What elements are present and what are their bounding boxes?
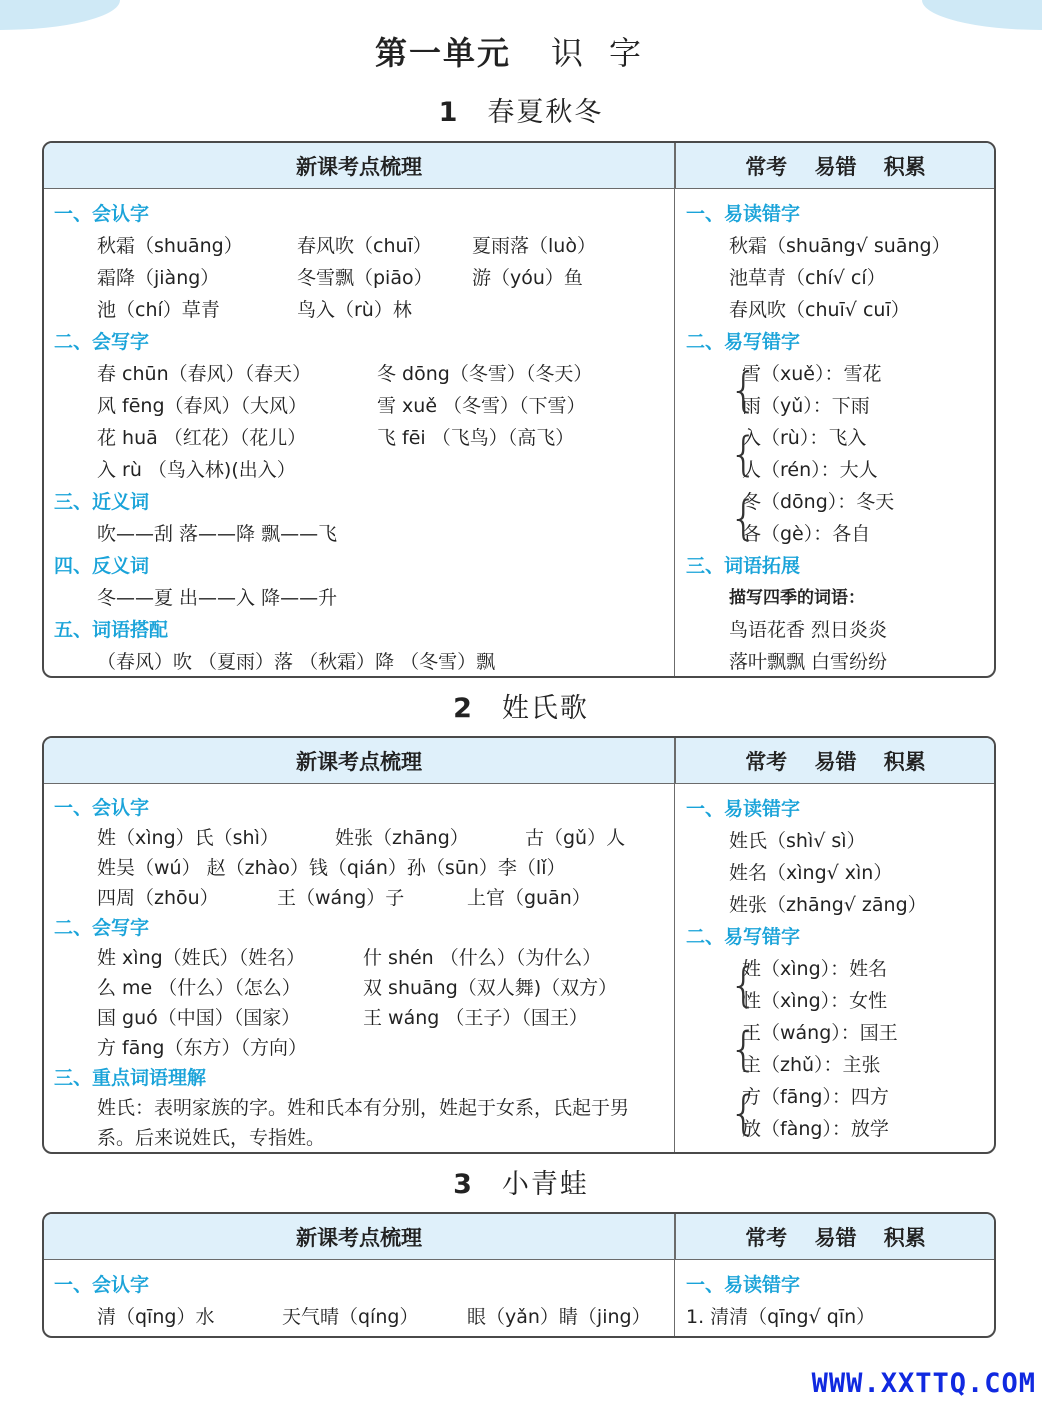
list-item: 四周（zhōu） 王（wáng）子 上官（guān） xyxy=(97,887,591,909)
unit-title-main: 第一单元 xyxy=(374,34,511,72)
column-divider xyxy=(674,738,675,1152)
list-item: 姓名（xìng√ xìn） xyxy=(729,862,893,884)
list-item: 1. 清清（qīng√ qīn） xyxy=(686,1306,876,1328)
char-pair: { 入（rù）：飞入 人（rén）：大人 xyxy=(729,427,878,481)
char-pair: { 雪（xuě）：雪花 雨（yǔ）：下雨 xyxy=(729,363,882,417)
lesson-2-left-column xyxy=(54,793,669,1153)
panel-header-right: 常考 易错 积累 xyxy=(675,738,995,784)
lesson-1-left-column xyxy=(54,198,669,678)
list-item: 霜降（jiàng） 冬雪飘（piāo） 游（yóu）鱼 xyxy=(97,267,583,289)
unit-title xyxy=(0,28,1042,74)
list-item: 姓张（zhāng√ zāng） xyxy=(729,894,927,916)
list-item: 么 me （什么）（怎么） 双 shuāng（双人舞)（双方） xyxy=(97,977,618,999)
brace-icon: { xyxy=(729,491,759,545)
brace-icon: { xyxy=(729,363,759,417)
list-item: 国 guó（中国）（国家） 王 wáng （王子）（国王） xyxy=(97,1007,588,1029)
lesson-3-left-column xyxy=(54,1269,669,1333)
section-heading: 一、会认字 xyxy=(54,797,150,819)
corner-decoration-right xyxy=(922,0,1042,30)
panel-header-right: 常考 易错 积累 xyxy=(675,143,995,189)
list-item: 落叶飘飘 白雪纷纷 xyxy=(729,651,888,673)
brace-icon: { xyxy=(729,427,759,481)
section-heading: 一、易读错字 xyxy=(686,798,801,820)
lesson-1-right-column xyxy=(686,198,986,678)
list-item: 吹——刮 落——降 飘——飞 xyxy=(97,523,338,545)
list-item: 鸟语花香 烈日炎炎 xyxy=(729,619,888,641)
list-item: 秋霜（shuāng） 春风吹（chuī） 夏雨落（luò） xyxy=(97,235,596,257)
list-item: 入 rù （鸟入林)(出入） xyxy=(97,459,296,481)
list-item: 花 huā （红花）（花儿） 飞 fēi （飞鸟）（高飞） xyxy=(97,427,575,449)
panel-header-left: 新课考点梳理 xyxy=(44,738,674,784)
section-heading: 三、近义词 xyxy=(54,491,150,513)
lesson-3-right-column xyxy=(686,1269,986,1333)
lesson-1-panel xyxy=(42,141,996,678)
lesson-1-title xyxy=(0,90,1042,129)
lesson-3-panel xyxy=(42,1212,996,1338)
char-pair: { 方（fāng）：四方 放（fàng）：放学 xyxy=(729,1086,889,1140)
char-pair: { 冬（dōng）：冬天 各（gè）：各自 xyxy=(729,491,895,545)
brace-icon: { xyxy=(729,1086,759,1140)
list-item: 秋霜（shuāng√ suāng） xyxy=(729,235,951,257)
lesson-3-title xyxy=(0,1162,1042,1201)
list-item: 池（chí）草青 鸟入（rù）林 xyxy=(97,299,412,321)
section-heading: 四、反义词 xyxy=(54,555,150,577)
section-heading: 一、易读错字 xyxy=(686,203,801,225)
note-label: 描写四季的词语： xyxy=(729,588,865,608)
watermark: WWW.XXTTQ.COM xyxy=(811,1368,1036,1399)
section-heading: 二、易写错字 xyxy=(686,331,801,353)
lesson-number: 1 xyxy=(438,97,460,128)
panel-header-right: 常考 易错 积累 xyxy=(675,1214,995,1260)
lesson-2-title xyxy=(0,686,1042,725)
lesson-2-panel xyxy=(42,736,996,1154)
list-item: 姓吴（wú） 赵（zhào）钱（qián）孙（sūn）李（lǐ） xyxy=(97,857,566,879)
list-item: 方 fāng（东方）（方向） xyxy=(97,1037,307,1059)
section-heading: 二、会写字 xyxy=(54,917,150,939)
column-divider xyxy=(674,143,675,676)
char-pair: { 姓（xìng）：姓名 性（xìng）：女性 xyxy=(729,958,888,1012)
section-heading: 一、会认字 xyxy=(54,203,150,225)
corner-decoration-left xyxy=(0,0,120,30)
lesson-name: 春夏秋冬 xyxy=(487,97,604,128)
column-divider xyxy=(674,1214,675,1336)
section-heading: 五、词语搭配 xyxy=(54,619,169,641)
panel-header-left: 新课考点梳理 xyxy=(44,1214,674,1260)
lesson-name: 小青蛙 xyxy=(501,1169,589,1200)
lesson-number: 3 xyxy=(453,1169,474,1200)
lesson-name: 姓氏歌 xyxy=(501,693,589,724)
list-item: 姓（xìng）氏（shì） 姓张（zhāng） 古（gǔ）人 xyxy=(97,827,626,849)
brace-icon: { xyxy=(729,958,759,1012)
list-item: 池草青（chí√ cí） xyxy=(729,267,886,289)
section-heading: 三、重点词语理解 xyxy=(54,1067,207,1089)
list-item: 风 fēng（春风）（大风） 雪 xuě （冬雪）（下雪） xyxy=(97,395,586,417)
section-heading: 二、会写字 xyxy=(54,331,150,353)
lesson-2-right-column xyxy=(686,793,986,1145)
list-item: 春 chūn（春风）（春天） 冬 dōng（冬雪）（冬天） xyxy=(97,363,593,385)
section-heading: 一、会认字 xyxy=(54,1274,150,1296)
list-item: （春风）吹 （夏雨）落 （秋霜）降 （冬雪）飘 xyxy=(97,651,496,673)
panel-header-left: 新课考点梳理 xyxy=(44,143,674,189)
brace-icon: { xyxy=(729,1022,759,1076)
unit-subtitle: 识字 xyxy=(551,34,668,72)
char-pair: { 王（wáng）：国王 主（zhǔ）：主张 xyxy=(729,1022,898,1076)
list-item: 清（qīng）水 天气晴（qíng） 眼（yǎn）睛（jing） xyxy=(97,1306,651,1328)
list-item: 姓 xìng（姓氏）（姓名） 什 shén （什么）（为什么） xyxy=(97,947,602,969)
section-heading: 一、易读错字 xyxy=(686,1274,801,1296)
section-heading: 三、词语拓展 xyxy=(686,555,801,577)
section-heading: 二、易写错字 xyxy=(686,926,801,948)
list-item: 姓氏（shì√ sì） xyxy=(729,830,866,852)
list-item: 春风吹（chuī√ cuī） xyxy=(729,299,910,321)
term-explanation: 姓氏：表明家族的字。姓和氏本有分别，姓起于女系，氏起于男系。后来说姓氏，专指姓。 xyxy=(97,1097,630,1149)
lesson-number: 2 xyxy=(453,693,474,724)
list-item: 冬——夏 出——入 降——升 xyxy=(97,587,338,609)
